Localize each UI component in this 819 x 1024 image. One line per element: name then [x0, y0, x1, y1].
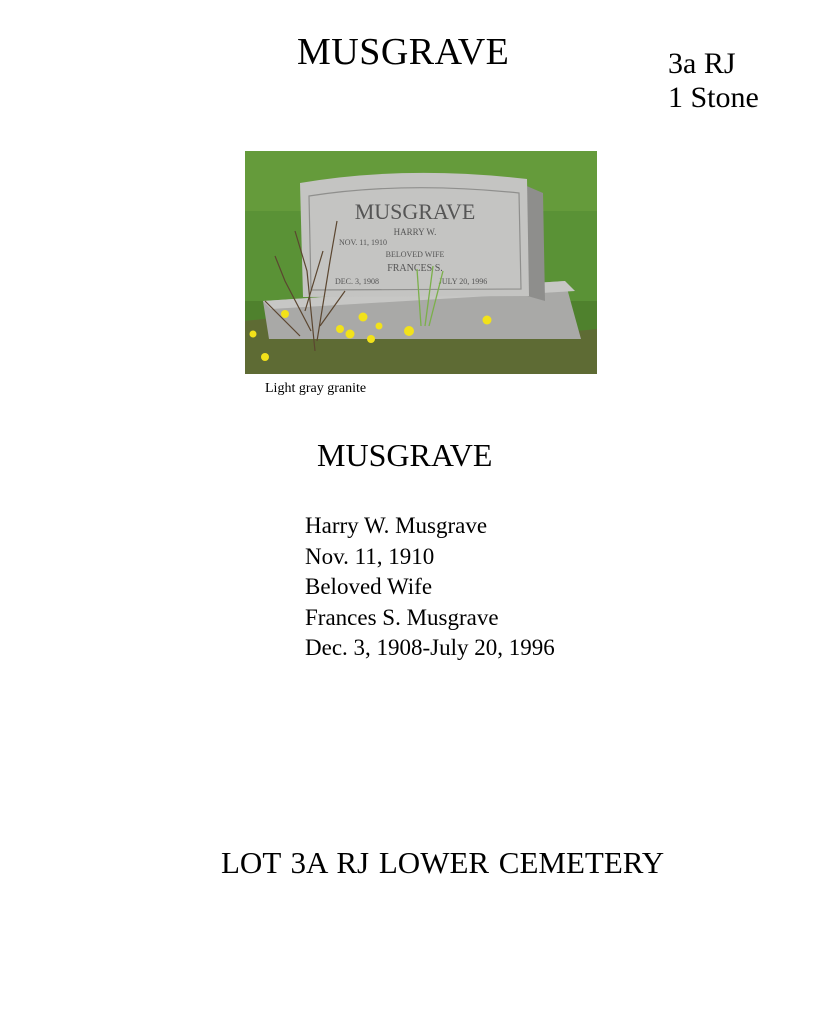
inscription-line: Harry W. Musgrave — [305, 513, 488, 538]
stone-date2b: JULY 20, 1996 — [438, 277, 488, 286]
lot-code: 3a RJ — [668, 47, 736, 80]
stone-name2: FRANCES S. — [387, 263, 443, 274]
lot-info — [668, 47, 759, 115]
stone-relation: BELOVED WIFE — [385, 250, 445, 259]
photo-caption: Light gray granite — [265, 381, 367, 396]
lot-footer: LOT 3A RJ LOWER CEMETERY — [221, 845, 665, 880]
inscription-line: Dec. 3, 1908-July 20, 1996 — [305, 635, 555, 660]
inscription-text — [305, 511, 555, 664]
stone-surname: MUSGRAVE — [354, 199, 476, 224]
stone-count: 1 Stone — [668, 81, 759, 114]
inscription-surname: MUSGRAVE — [317, 437, 493, 473]
stone-date2a: DEC. 3, 1908 — [335, 277, 379, 286]
gravestone-photo — [245, 151, 597, 374]
inscription-line: Frances S. Musgrave — [305, 604, 499, 630]
stone-name1: HARRY W. — [393, 227, 437, 237]
inscription-line: Nov. 11, 1910 — [305, 543, 435, 569]
inscription-line: Beloved Wife — [305, 574, 433, 599]
stone-date1: NOV. 11, 1910 — [338, 238, 388, 247]
page-title: MUSGRAVE — [297, 31, 510, 73]
